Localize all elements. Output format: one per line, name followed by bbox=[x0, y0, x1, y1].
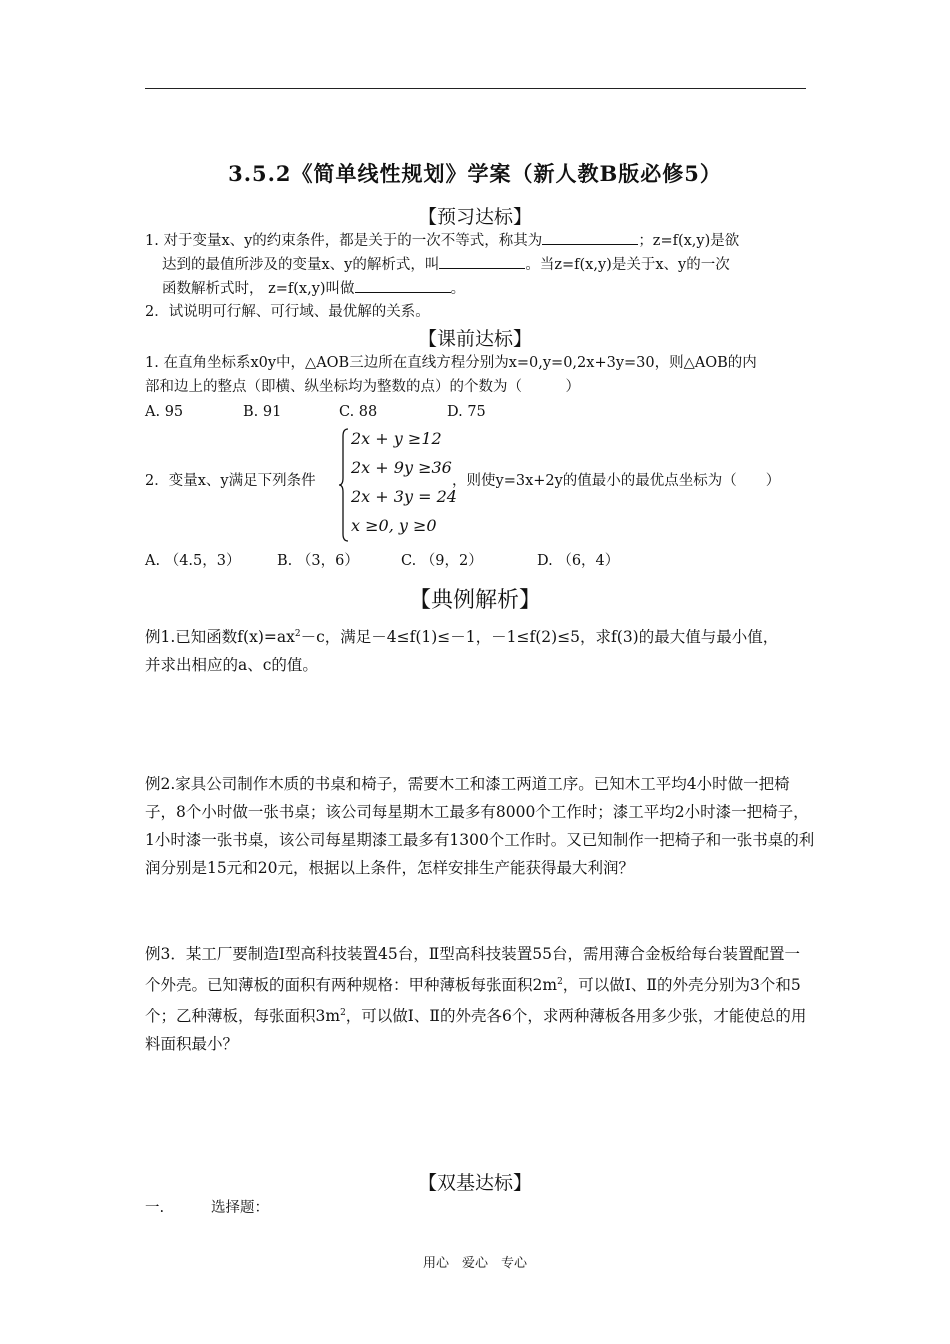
preview-q1-text-e: 函数解析式时， z=f(x,y)叫做 bbox=[162, 281, 355, 297]
preview-q1-line1 bbox=[145, 230, 739, 251]
example-2: 例2.家具公司制作木质的书桌和椅子，需要木工和漆工两道工序。已知木工平均4小时做一把椅子，8个小时做一张书桌；该公司每星期木工最多有8000个工作时；漆工平均2小时漆一把椅子，1小时漆一张书桌，该公司每星期漆工最多有1300个工作时。又已知制作一把椅子和一张书桌的利润分别是15元和20元，根据以上条件，怎样安排生产能获得最大利润？ bbox=[145, 775, 815, 877]
answer-blank-1 bbox=[542, 230, 638, 245]
section-heading-preclass: 【课前达标】 bbox=[417, 328, 532, 350]
constraint-1: 2x + y ≥12 bbox=[351, 429, 442, 448]
section-heading-examples: 【典例解析】 bbox=[408, 588, 541, 613]
option-a: A. 95 bbox=[145, 404, 184, 420]
superscript: 2 bbox=[294, 629, 301, 639]
option-c: C. （9，2） bbox=[401, 553, 483, 569]
preclass-q1-options bbox=[145, 402, 486, 422]
option-a: A. （4.5，3） bbox=[145, 553, 241, 569]
constraint-system bbox=[338, 428, 457, 544]
answer-blank-2 bbox=[439, 254, 525, 269]
preclass-q2-prefix: 2．变量x、y满足下列条件 bbox=[145, 473, 316, 489]
superscript: 2 bbox=[340, 1008, 346, 1019]
preview-q1-text-b: ；z=f(x,y)是欲 bbox=[638, 233, 740, 249]
example-1 bbox=[145, 620, 815, 679]
example-3 bbox=[145, 940, 815, 1058]
example-1-text-c: 并求出相应的a、c的值。 bbox=[145, 656, 318, 675]
option-c: C. 88 bbox=[339, 404, 378, 420]
basics-item-number: 一. bbox=[145, 1200, 165, 1216]
example-1-text-b: －c，满足－4≤f(1)≤－1，－1≤f(2)≤5，求f(3)的最大值与最小值， bbox=[300, 628, 779, 647]
preview-q1-text-f: 。 bbox=[450, 281, 466, 297]
page-footer: 用心 爱心 专心 bbox=[422, 1256, 527, 1271]
preclass-q2-suffix: ，则使y=3x+2y的值最小的最优点坐标为（ ） bbox=[452, 473, 781, 489]
example-1-text-a: 例1.已知函数f(x)=ax bbox=[145, 628, 295, 647]
basics-item-label: 选择题： bbox=[211, 1200, 269, 1216]
option-d: D. （6，4） bbox=[537, 553, 620, 569]
basics-item-1 bbox=[145, 1198, 269, 1218]
option-b: B. 91 bbox=[243, 404, 282, 420]
example-3-text-c: ，可以做Ⅰ、Ⅱ的外壳各6个，求两种薄板各用多少张，才能使总的用料面积最小？ bbox=[145, 1007, 807, 1054]
section-heading-preview: 【预习达标】 bbox=[417, 206, 532, 228]
preclass-q1-line1: 1. 在直角坐标系x0y中，△AOB三边所在直线方程分别为x=0,y=0,2x+3y=30，则△AOB的内 bbox=[145, 355, 757, 371]
constraint-3: 2x + 3y = 24 bbox=[351, 487, 457, 506]
constraint-4: x ≥0, y ≥0 bbox=[351, 516, 437, 535]
superscript: 2 bbox=[557, 977, 563, 987]
constraint-2: 2x + 9y ≥36 bbox=[351, 458, 452, 477]
preview-q2: 2．试说明可行解、可行域、最优解的关系。 bbox=[145, 304, 430, 320]
preclass-q2-options bbox=[145, 551, 619, 571]
preview-q1-line3 bbox=[162, 278, 465, 299]
header-rule bbox=[145, 88, 806, 89]
page-title: 3.5.2《简单线性规划》学案（新人教B版必修5） bbox=[228, 161, 722, 186]
preview-q1-text-d: 。当z=f(x,y)是关于x、y的一次 bbox=[525, 257, 730, 273]
preview-q1-line2 bbox=[162, 254, 730, 275]
option-b: B. （3，6） bbox=[277, 553, 359, 569]
preview-q1-text-a: 1. 对于变量x、y的约束条件，都是关于的一次不等式，称其为 bbox=[145, 233, 543, 249]
option-d: D. 75 bbox=[447, 404, 486, 420]
answer-blank-3 bbox=[355, 278, 451, 293]
example-3-text-a: 例3．某工厂要制造Ⅰ型高科技装置45台，Ⅱ型高科技装置55台，需用薄合金板给每台装置配置一个外壳。已知薄板的面积有两种规格：甲种薄板每张面积2m bbox=[145, 945, 800, 995]
left-brace-icon bbox=[338, 428, 350, 542]
example-3-text-b: ，可以做Ⅰ、Ⅱ的外壳分别为3个和5个；乙种薄板，每张面积3m bbox=[145, 976, 801, 1026]
preclass-q1-line2: 部和边上的整点（即横、纵坐标均为整数的点）的个数为（ ） bbox=[145, 379, 580, 395]
section-heading-basics: 【双基达标】 bbox=[417, 1172, 532, 1194]
preview-q1-text-c: 达到的最值所涉及的变量x、y的解析式，叫 bbox=[162, 257, 440, 273]
